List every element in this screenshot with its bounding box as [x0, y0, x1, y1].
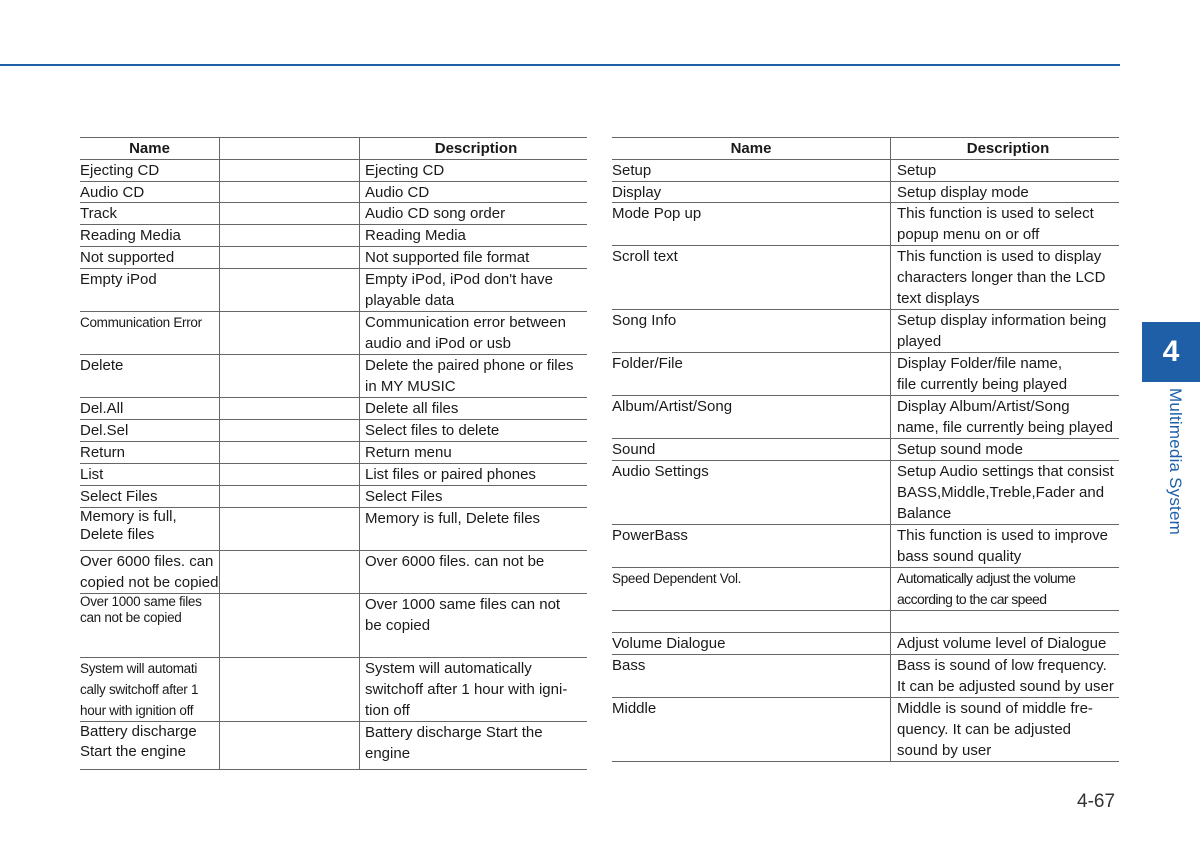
name-cell	[612, 611, 891, 632]
table-row	[80, 508, 587, 551]
description-cell: Delete all files	[365, 400, 459, 417]
description-cell: Communication error between audio and iPod or usb	[365, 314, 566, 352]
description-cell: Bass is sound of low frequency. It can be adjusted sound by user	[897, 657, 1114, 695]
table-row	[612, 439, 1119, 461]
table-row	[80, 312, 587, 355]
table-row	[612, 568, 1119, 611]
spacer-cell	[219, 182, 360, 202]
name-cell: Middle	[612, 698, 891, 761]
description-cell: Adjust volume level of Dialogue	[897, 635, 1107, 652]
table-row	[80, 551, 587, 594]
table-row	[80, 464, 587, 486]
spacer-cell	[219, 269, 360, 311]
name-cell: Sound	[612, 439, 891, 460]
spacer-cell	[219, 658, 360, 721]
table-header	[80, 138, 587, 160]
name-cell: Album/Artist/Song	[612, 396, 891, 438]
spacer-cell	[219, 355, 360, 397]
table-row	[80, 225, 587, 247]
table-row	[612, 353, 1119, 396]
description-cell: System will automatically switchoff after 1 hour with igni- tion off	[365, 660, 568, 719]
description-cell: This function is used to improve bass sound quality	[897, 527, 1108, 565]
name-cell: Display	[612, 182, 891, 202]
spacer-cell	[219, 486, 360, 507]
name-cell: Track	[80, 205, 117, 222]
header-description: Description	[434, 140, 518, 157]
description-cell: Return menu	[365, 444, 452, 461]
name-cell: Select Files	[80, 488, 158, 505]
header-description: Description	[966, 140, 1050, 157]
table-row	[80, 160, 587, 182]
spacer-cell	[219, 464, 360, 485]
table-row	[612, 246, 1119, 310]
table-row	[80, 442, 587, 464]
spacer-cell	[219, 508, 360, 550]
description-cell: This function is used to select popup menu on or off	[897, 205, 1094, 243]
table-row	[80, 594, 587, 658]
name-cell: System will automati cally switchoff after 1 hour with ignition off	[80, 661, 199, 718]
table-row	[80, 247, 587, 269]
name-cell: Audio CD	[80, 184, 145, 201]
table-row	[80, 658, 587, 722]
table-row	[612, 633, 1119, 655]
description-cell: Not supported file format	[365, 249, 530, 266]
description-cell: Memory is full, Delete files	[365, 510, 541, 527]
spacer-cell	[219, 398, 360, 419]
description-cell: Display Album/Artist/Song name, file currently being played	[897, 398, 1113, 436]
description-cell	[897, 611, 1119, 632]
header-name: Name	[612, 138, 891, 159]
description-cell: Setup Audio settings that consist BASS,Middle,Treble,Fader and Balance	[897, 463, 1114, 522]
name-cell: Song Info	[612, 310, 891, 352]
spacer-cell	[219, 138, 360, 159]
page-number: 4-67	[1077, 791, 1116, 812]
name-cell: Delete	[80, 357, 124, 374]
name-cell: Memory is full, Delete files	[80, 508, 177, 543]
table-row	[612, 396, 1119, 439]
name-cell: Not supported	[80, 249, 175, 266]
name-cell: Bass	[612, 655, 891, 697]
description-cell: Setup	[897, 162, 937, 179]
table-row	[612, 611, 1119, 633]
table-row	[612, 160, 1119, 182]
name-cell: Speed Dependent Vol.	[612, 568, 891, 610]
table-row	[612, 461, 1119, 525]
name-cell: Volume Dialogue	[612, 633, 891, 654]
name-cell: Del.Sel	[80, 422, 129, 439]
spacer-cell	[219, 420, 360, 441]
name-cell: Audio Settings	[612, 461, 891, 524]
spacer-cell	[219, 312, 360, 354]
left-table	[80, 137, 587, 770]
spacer-cell	[219, 225, 360, 246]
name-cell: Over 6000 files. can copied not be copied	[80, 553, 219, 591]
description-cell: Display Folder/file name, file currently being played	[897, 355, 1068, 393]
table-row	[80, 486, 587, 508]
chapter-number-tab: 4	[1142, 322, 1200, 382]
description-cell: Setup sound mode	[897, 441, 1023, 458]
spacer-cell	[219, 203, 360, 224]
description-cell: Empty iPod, iPod don't have playable data	[365, 271, 553, 309]
spacer-cell	[219, 551, 360, 593]
table-header	[612, 138, 1119, 160]
name-cell: PowerBass	[612, 525, 891, 567]
name-cell: Communication Error	[80, 315, 202, 330]
description-cell: This function is used to display characters longer than the LCD text displays	[897, 248, 1106, 307]
description-cell: Automatically adjust the volume according to the car speed	[897, 570, 1076, 607]
name-cell: Return	[80, 444, 126, 461]
name-cell: Scroll text	[612, 246, 891, 309]
spacer-cell	[219, 442, 360, 463]
spacer-cell	[219, 722, 360, 769]
description-cell: Audio CD	[365, 184, 430, 201]
table-row	[612, 203, 1119, 246]
table-row	[80, 398, 587, 420]
name-cell: Del.All	[80, 400, 124, 417]
table-row	[80, 182, 587, 203]
description-cell: Select Files	[365, 488, 443, 505]
description-cell: Delete the paired phone or files in MY MUSIC	[365, 357, 574, 395]
description-cell: List files or paired phones	[365, 466, 536, 483]
table-row	[80, 420, 587, 442]
description-cell: Select files to delete	[365, 422, 500, 439]
name-cell: Ejecting CD	[80, 162, 160, 179]
table-row	[80, 203, 587, 225]
description-cell: Over 1000 same files can not be copied	[365, 596, 561, 634]
name-cell: Reading Media	[80, 227, 181, 244]
name-cell: List	[80, 466, 104, 483]
name-cell: Empty iPod	[80, 271, 157, 288]
description-cell: Middle is sound of middle fre- quency. It can be adjusted sound by user	[897, 700, 1093, 759]
table-row	[612, 698, 1119, 762]
table-row	[612, 310, 1119, 353]
spacer-cell	[219, 247, 360, 268]
chapter-title: Multimedia System	[1166, 388, 1185, 535]
table-row	[612, 182, 1119, 203]
right-table	[612, 137, 1119, 762]
description-cell: Over 6000 files. can not be	[365, 553, 545, 570]
table-row	[612, 655, 1119, 698]
name-cell: Battery discharge Start the engine	[80, 723, 197, 760]
name-cell: Folder/File	[612, 353, 891, 395]
table-row	[80, 355, 587, 398]
spacer-cell	[219, 160, 360, 181]
table-row	[80, 722, 587, 770]
description-cell: Setup display information being played	[897, 312, 1107, 350]
table-row	[612, 525, 1119, 568]
description-cell: Ejecting CD	[365, 162, 445, 179]
header-name: Name	[129, 140, 170, 157]
description-cell: Setup display mode	[897, 184, 1029, 201]
spacer-cell	[219, 594, 360, 657]
name-cell: Mode Pop up	[612, 203, 891, 245]
description-cell: Reading Media	[365, 227, 466, 244]
header-rule	[0, 64, 1120, 66]
description-cell: Battery discharge Start the engine	[365, 724, 543, 762]
table-row	[80, 269, 587, 312]
name-cell: Setup	[612, 160, 891, 181]
description-cell: Audio CD song order	[365, 205, 506, 222]
name-cell: Over 1000 same files can not be copied	[80, 594, 202, 625]
